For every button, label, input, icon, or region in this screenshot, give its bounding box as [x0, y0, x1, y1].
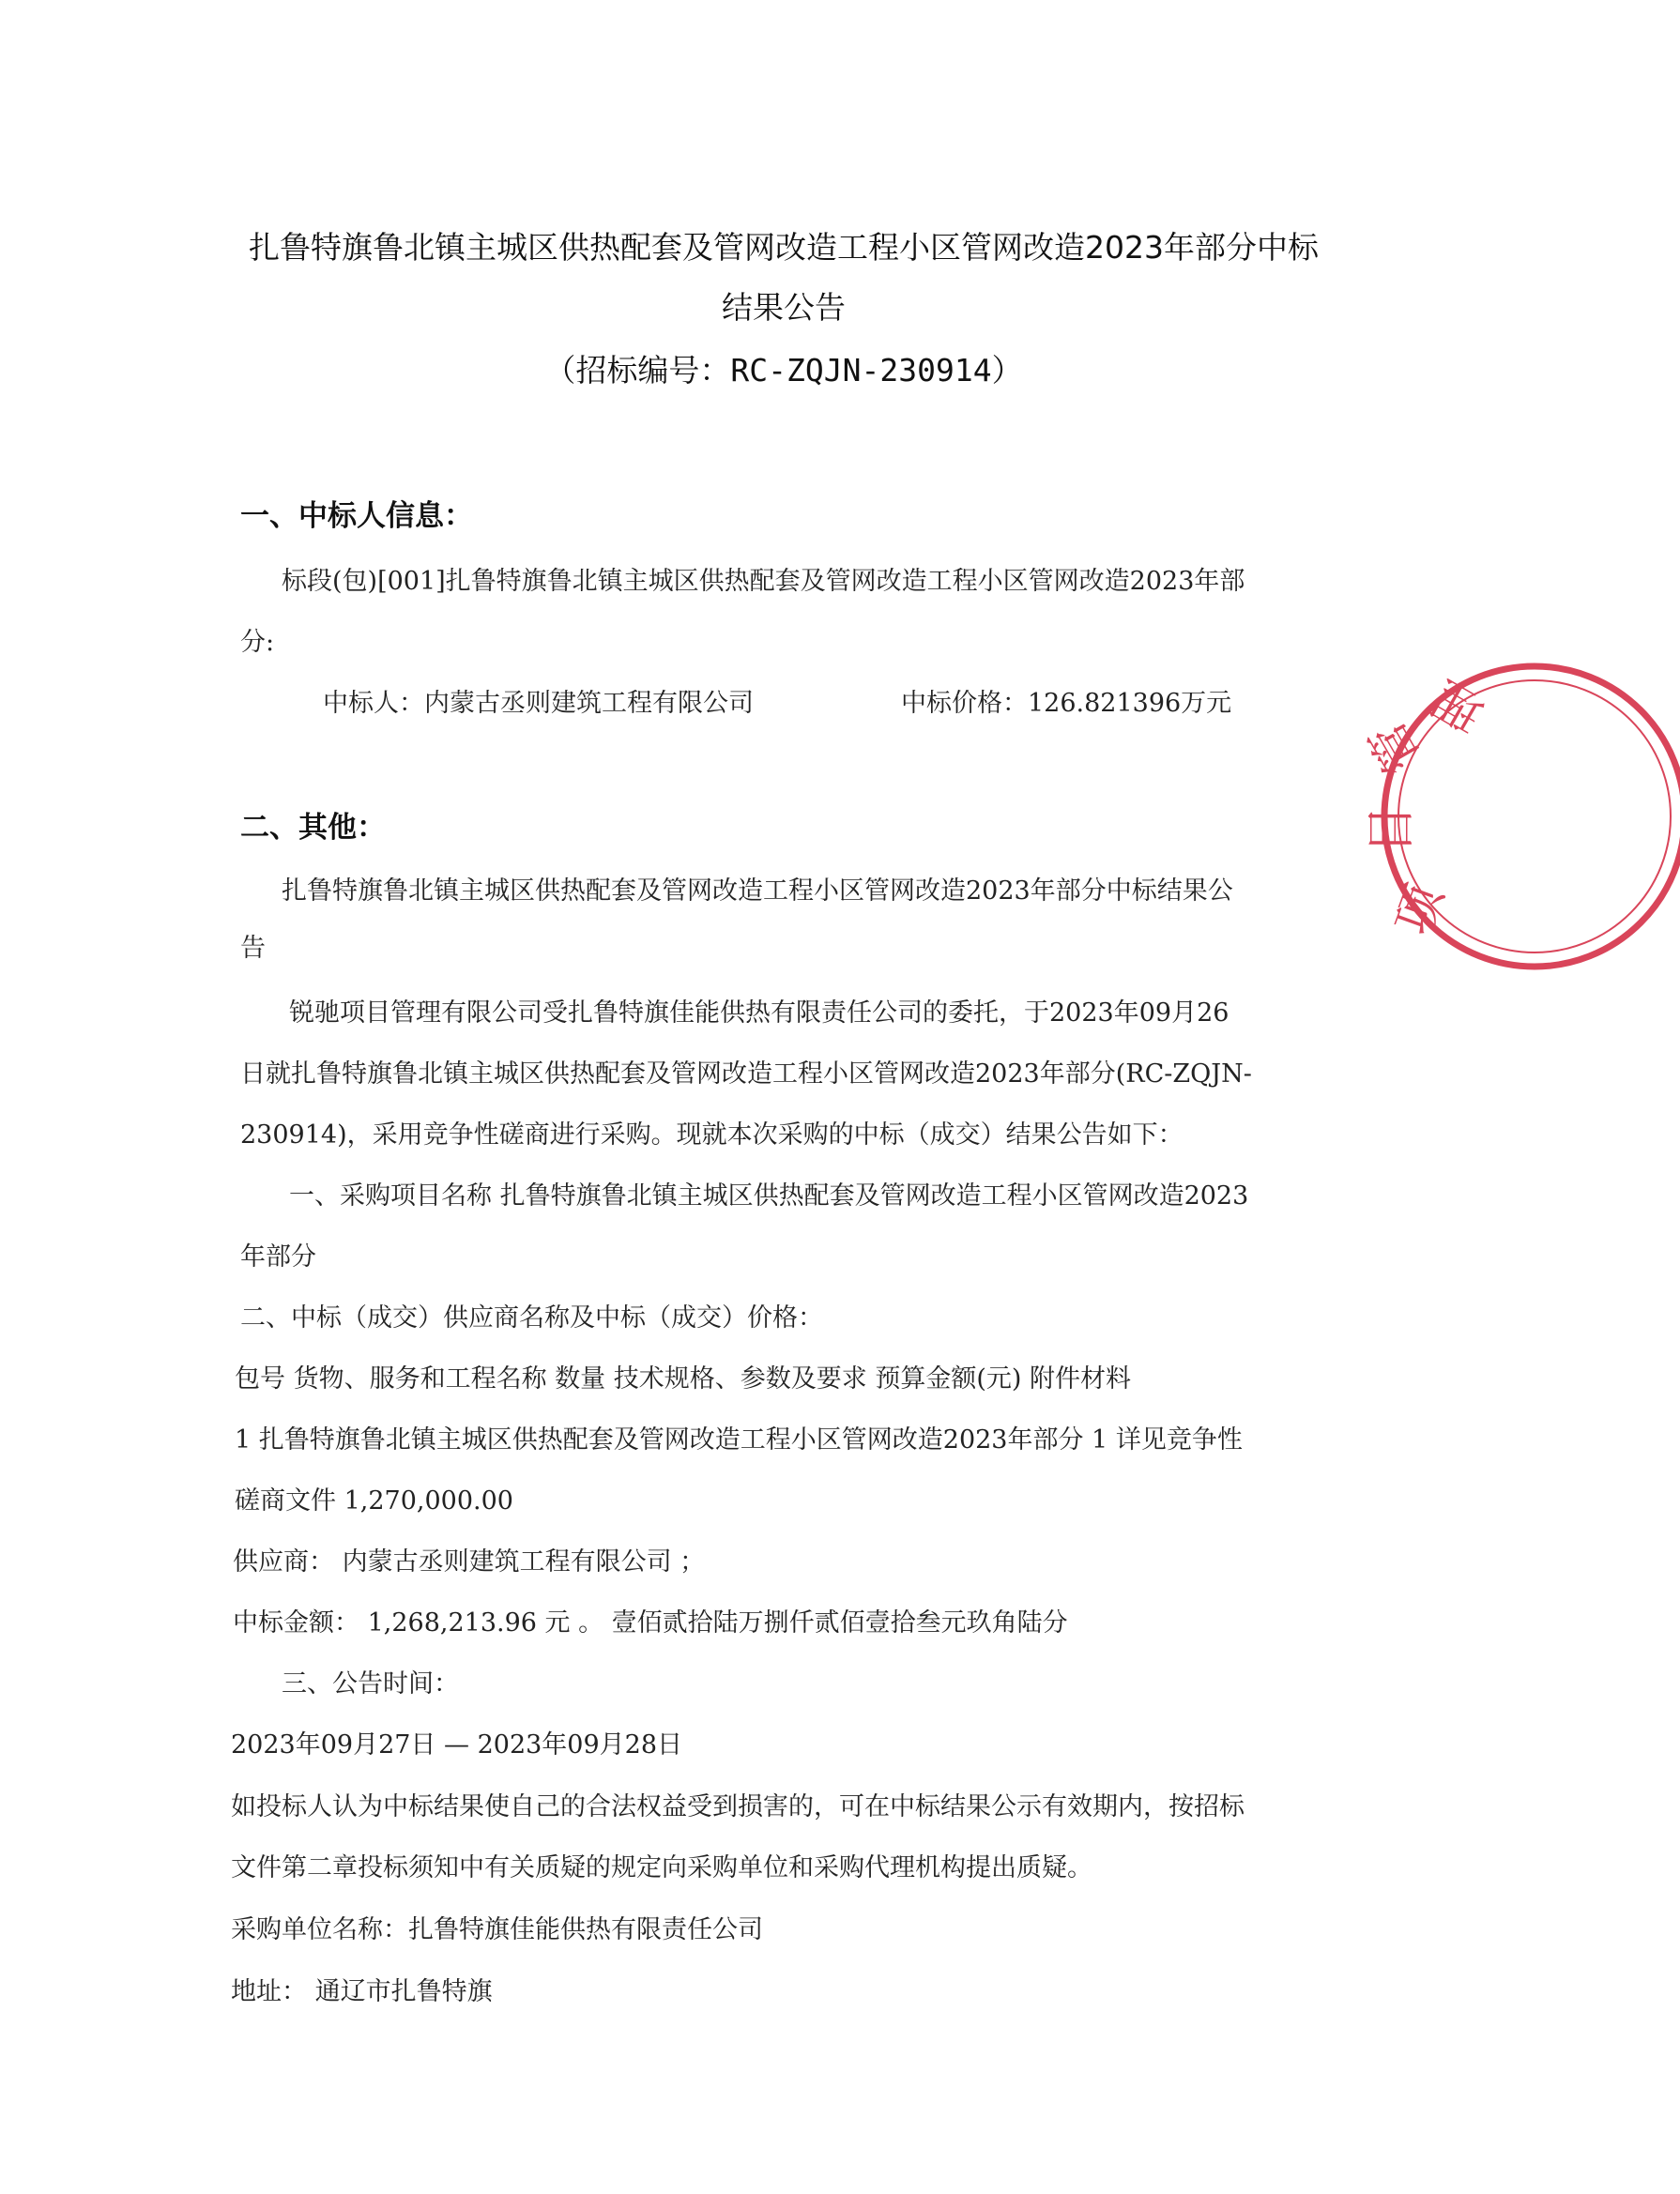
para1-line1: 扎鲁特旗鲁北镇主城区供热配套及管网改造工程小区管网改造2023年部分中标结果公 [282, 876, 1233, 906]
item1-line1: 一、采购项目名称 扎鲁特旗鲁北镇主城区供热配套及管网改造工程小区管网改造2023 [289, 1181, 1249, 1211]
table-header: 包号 货物、服务和工程名称 数量 技术规格、参数及要求 预算金额(元) 附件材料 [235, 1364, 1131, 1394]
amount-line: 中标金额： 1,268,213.96 元 。 壹佰贰拾陆万捌仟贰佰壹拾叁元玖角陆分 [233, 1608, 1068, 1638]
address-line: 地址： 通辽市扎鲁特旗 [231, 1977, 493, 2006]
section-heading-winner: 一、中标人信息： [240, 499, 473, 533]
official-seal [1359, 657, 1680, 976]
title-line-2: 结果公告 [722, 289, 846, 326]
para2-line1: 锐驰项目管理有限公司受扎鲁特旗佳能供热有限责任公司的委托，于2023年09月26 [289, 998, 1229, 1028]
winner-price: 中标价格：126.821396万元 [901, 689, 1232, 718]
lot-line-2: 分: [240, 628, 275, 657]
item3-heading: 三、公告时间： [282, 1669, 459, 1699]
item1-line2: 年部分 [240, 1242, 316, 1272]
para2-line2: 日就扎鲁特旗鲁北镇主城区供热配套及管网改造工程小区管网改造2023年部分(RC-ZQJN- [240, 1059, 1252, 1089]
table-row-line1: 1 扎鲁特旗鲁北镇主城区供热配套及管网改造工程小区管网改造2023年部分 1 详见竞争性 [235, 1425, 1243, 1455]
title-line-1: 扎鲁特旗鲁北镇主城区供热配套及管网改造工程小区管网改造2023年部分中标 [249, 229, 1319, 266]
section-heading-other: 二、其他： [240, 811, 386, 845]
tender-number: （招标编号：RC-ZQJN-230914） [544, 352, 1023, 389]
svg-text:理: 理 [1423, 668, 1494, 742]
svg-text:管: 管 [1359, 711, 1433, 783]
para2-line3: 230914)，采用竞争性磋商进行采购。现就本次采购的中标（成交）结果公告如下： [240, 1120, 1184, 1150]
svg-text:项: 项 [1384, 877, 1456, 943]
notice-dates: 2023年09月27日 — 2023年09月28日 [231, 1730, 683, 1760]
para1-line2: 告 [240, 934, 266, 963]
table-row-line2: 磋商文件 1,270,000.00 [235, 1486, 513, 1516]
supplier-line: 供应商： 内蒙古丞则建筑工程有限公司 ； [233, 1547, 706, 1577]
purchaser-line: 采购单位名称：扎鲁特旗佳能供热有限责任公司 [231, 1915, 763, 1944]
lot-line-1: 标段(包)[001]扎鲁特旗鲁北镇主城区供热配套及管网改造工程小区管网改造2023年部 [282, 567, 1245, 596]
objection-line1: 如投标人认为中标结果使自己的合法权益受到损害的，可在中标结果公示有效期内，按招标 [231, 1792, 1245, 1821]
objection-line2: 文件第二章投标须知中有关质疑的规定向采购单位和采购代理机构提出质疑。 [231, 1853, 1092, 1882]
winner-name: 中标人：内蒙古丞则建筑工程有限公司 [323, 689, 754, 718]
svg-text:目: 目 [1364, 804, 1420, 854]
item2-heading: 二、中标（成交）供应商名称及中标（成交）价格： [240, 1303, 823, 1333]
